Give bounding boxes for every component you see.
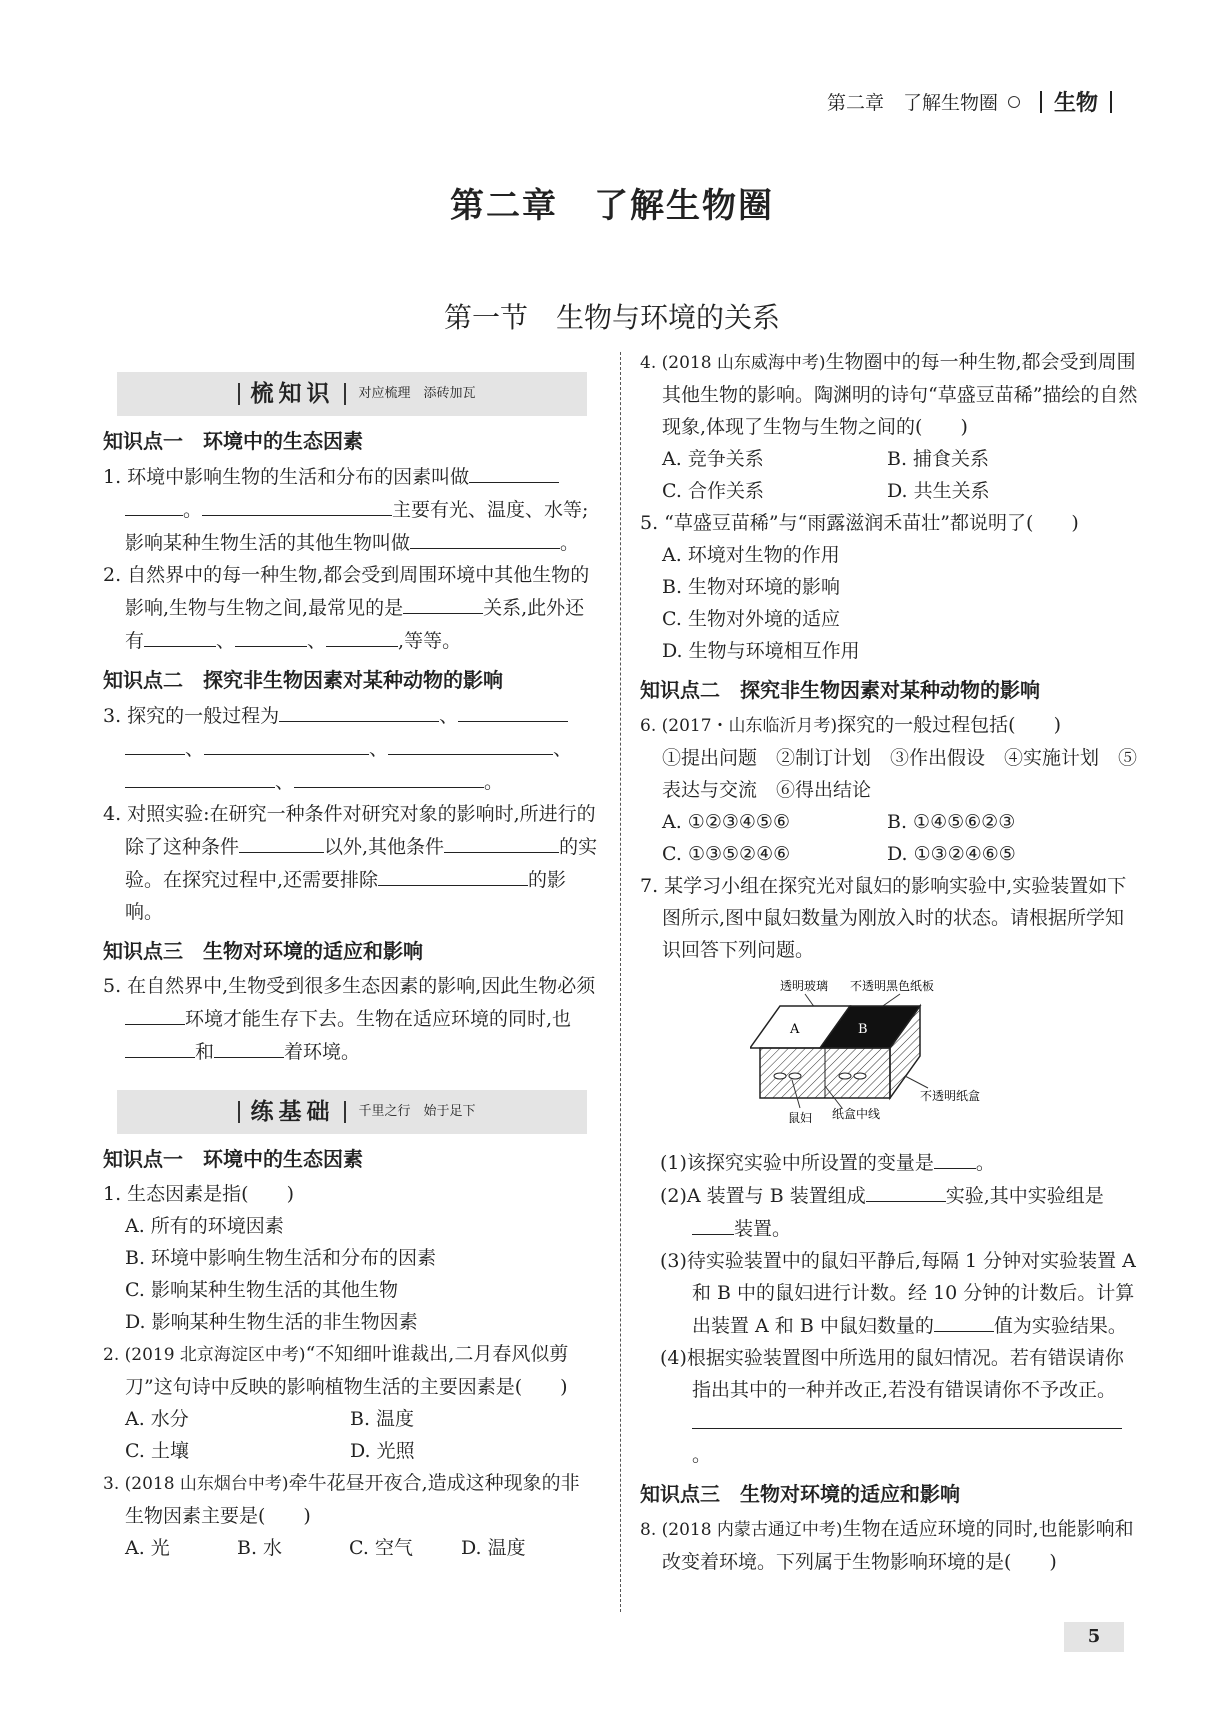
option[interactable]: B. 温度 xyxy=(350,1408,415,1430)
practice-question-2 xyxy=(103,1338,598,1403)
option[interactable]: A. 水分 xyxy=(125,1408,189,1430)
answer-blank[interactable] xyxy=(235,624,307,647)
question-4 xyxy=(103,798,598,928)
question-text: 。 xyxy=(183,499,203,521)
label-woodlouse: 鼠妇 xyxy=(788,1111,813,1125)
option[interactable]: D. 光照 xyxy=(350,1440,415,1462)
answer-blank[interactable] xyxy=(144,624,216,647)
label-box-midline: 纸盒中线 xyxy=(832,1107,881,1121)
question-text: 着环境。 xyxy=(284,1041,361,1063)
option[interactable]: D. ①③②④⑥⑤ xyxy=(887,843,1016,865)
option[interactable]: C. 土壤 xyxy=(125,1440,189,1462)
question-text: 和 xyxy=(195,1041,215,1063)
answer-blank[interactable] xyxy=(388,732,553,755)
band-knowledge xyxy=(117,372,587,416)
option[interactable]: C. 合作关系 xyxy=(662,480,764,502)
question-source: 2. (2019 北京海淀区中考) xyxy=(103,1345,306,1365)
option-row xyxy=(640,806,1140,838)
answer-blank[interactable] xyxy=(214,1035,284,1058)
sub-question-4 xyxy=(640,1342,1140,1471)
band-subtitle: 千里之行 始于足下 xyxy=(358,1104,476,1119)
question-text: ,等等。 xyxy=(398,630,462,652)
section-title: 第一节 生物与环境的关系 xyxy=(443,301,780,334)
question-text: (3)待实验装置中的鼠妇平静后,每隔 1 分钟对实验装置 A 和 B 中的鼠妇进行计数。经 10 分钟的计数后。计算出装置 A 和 B 中鼠妇数量的 xyxy=(660,1250,1136,1337)
option[interactable]: B. 生物对环境的影响 xyxy=(662,576,841,598)
answer-blank[interactable] xyxy=(934,1309,994,1332)
question-text: 实验,其中实验组是 xyxy=(945,1185,1104,1207)
question-text: 、 xyxy=(369,738,389,760)
option[interactable]: A. 光 xyxy=(125,1537,170,1559)
answer-blank[interactable] xyxy=(125,493,183,516)
band-bar xyxy=(238,383,240,405)
question-text: (1)该探究实验中所设置的变量是 xyxy=(660,1152,934,1174)
question-text: “不知细叶谁裁出,二月春风似剪刀”这句诗中反映的影响植物生活的主要因素是( ) xyxy=(125,1343,569,1398)
answer-blank[interactable] xyxy=(125,732,185,755)
answer-blank[interactable] xyxy=(125,1002,185,1025)
practice-question-6 xyxy=(640,709,1140,742)
option-row xyxy=(640,838,1140,870)
question-text: 、 xyxy=(216,630,236,652)
band-bar xyxy=(344,1101,346,1123)
answer-blank[interactable] xyxy=(279,699,439,722)
answer-blank[interactable] xyxy=(469,460,559,483)
question-source: 3. (2018 山东烟台中考) xyxy=(103,1474,289,1494)
option[interactable]: B. ①④⑤⑥②③ xyxy=(887,811,1016,833)
question-text: 装置。 xyxy=(734,1218,792,1240)
option[interactable]: A. ①②③④⑤⑥ xyxy=(662,811,790,833)
knowledge-point-heading: 知识点一 环境中的生态因素 xyxy=(103,1147,363,1171)
option[interactable]: A. 所有的环境因素 xyxy=(125,1215,284,1237)
page-number: 5 xyxy=(1064,1622,1124,1652)
question-text: 影响某种生物生活的其他生物叫做 xyxy=(125,532,411,554)
answer-blank[interactable] xyxy=(444,830,559,853)
question-text: 。 xyxy=(692,1444,712,1466)
question-5 xyxy=(103,970,598,1068)
answer-blank[interactable] xyxy=(239,830,324,853)
question-text: (2)A 装置与 B 装置组成 xyxy=(660,1185,866,1207)
right-column xyxy=(640,346,1140,1578)
answer-blank[interactable] xyxy=(692,1406,912,1429)
question-text: 、 xyxy=(439,705,459,727)
knowledge-point-heading: 知识点二 探究非生物因素对某种动物的影响 xyxy=(103,668,503,692)
label-a: A xyxy=(790,1022,800,1037)
answer-blank[interactable] xyxy=(912,1406,1122,1429)
divider-bar xyxy=(1040,91,1042,113)
column-divider xyxy=(620,352,621,1612)
answer-blank[interactable] xyxy=(326,624,398,647)
answer-blank[interactable] xyxy=(204,732,369,755)
experiment-figure xyxy=(750,976,990,1126)
sub-question-2 xyxy=(640,1179,1140,1245)
question-text: 5. 在自然界中,生物受到很多生态因素的影响,因此生物必须 xyxy=(103,975,596,997)
answer-blank[interactable] xyxy=(378,863,528,886)
band-title: 梳知识 xyxy=(250,381,335,407)
band-subtitle: 对应梳理 添砖加瓦 xyxy=(358,386,476,401)
option-row xyxy=(103,1403,598,1435)
woodlouse xyxy=(789,1073,801,1079)
option[interactable]: C. 生物对外境的适应 xyxy=(662,608,840,630)
question-text: 、 xyxy=(553,738,573,760)
option[interactable]: D. 生物与环境相互作用 xyxy=(662,640,860,662)
knowledge-point-heading: 知识点一 环境中的生态因素 xyxy=(103,429,363,453)
question-text: 。 xyxy=(560,532,580,554)
band-title: 练基础 xyxy=(250,1099,335,1125)
question-1 xyxy=(103,460,598,559)
question-text: (4)根据实验装置图中所选用的鼠妇情况。若有错误请你指出其中的一种并改正,若没有错误请你不予改正。 xyxy=(660,1347,1124,1401)
question-text: 生物圈中的每一种生物,都会受到周围其他生物的影响。陶渊明的诗句“草盛豆苗稀”描绘的自然现象,体现了生物与生物之间的( ) xyxy=(662,351,1138,438)
band-practice xyxy=(117,1090,587,1134)
sub-question-3 xyxy=(640,1245,1140,1342)
option[interactable]: C. 空气 xyxy=(349,1537,413,1559)
option[interactable]: D. 共生关系 xyxy=(887,480,990,502)
sub-question-1 xyxy=(640,1146,1140,1179)
question-text: 、 xyxy=(275,771,295,793)
question-3 xyxy=(103,699,598,798)
practice-question-1: 1. 生态因素是指( ) xyxy=(103,1183,294,1205)
option-row xyxy=(640,443,1140,475)
knowledge-point-heading: 知识点三 生物对环境的适应和影响 xyxy=(640,1482,960,1506)
question-2 xyxy=(103,559,598,657)
header-chapter: 第二章 了解生物圈 xyxy=(826,92,998,114)
question-text: 的实验。在探究过程中,还需要排除 xyxy=(125,836,598,891)
answer-blank[interactable] xyxy=(403,591,483,614)
practice-question-4 xyxy=(640,346,1140,443)
band-bar xyxy=(238,1101,240,1123)
practice-question-5: 5. “草盛豆苗稀”与“雨露滋润禾苗壮”都说明了( ) xyxy=(640,512,1079,534)
band-bar xyxy=(344,383,346,405)
option[interactable]: A. 环境对生物的作用 xyxy=(662,544,840,566)
question-text: 、 xyxy=(185,738,205,760)
question-text: 3. 探究的一般过程为 xyxy=(103,705,280,727)
woodlouse xyxy=(774,1073,786,1079)
question-source: 8. (2018 内蒙古通辽中考) xyxy=(640,1520,843,1540)
option[interactable]: B. 捕食关系 xyxy=(887,448,990,470)
practice-question-3 xyxy=(103,1467,598,1532)
woodlouse xyxy=(839,1073,851,1079)
woodlouse xyxy=(854,1073,866,1079)
chapter-title: 第二章 了解生物圈 xyxy=(450,186,774,226)
question-text: 。 xyxy=(975,1152,995,1174)
running-header xyxy=(827,86,1124,117)
answer-blank[interactable] xyxy=(202,493,392,516)
leader-line xyxy=(905,1076,928,1088)
question-text: 4. 对照实验:在研究一种条件对研究对象的影响时,所进行的除了这种条件 xyxy=(103,803,596,858)
answer-blank[interactable] xyxy=(125,1035,195,1058)
question-text: 以外,其他条件 xyxy=(324,836,445,858)
practice-question-8 xyxy=(640,1513,1140,1578)
knowledge-point-heading: 知识点二 探究非生物因素对某种动物的影响 xyxy=(640,678,1040,702)
left-column xyxy=(103,372,598,1564)
answer-blank[interactable] xyxy=(410,526,560,549)
answer-blank[interactable] xyxy=(125,765,275,788)
question-text: 1. 环境中影响生物的生活和分布的因素叫做 xyxy=(103,466,470,488)
step-list: ①提出问题 ②制订计划 ③作出假设 ④实施计划 ⑤表达与交流 ⑥得出结论 xyxy=(662,747,1138,801)
label-transparent-glass: 透明玻璃 xyxy=(780,979,829,993)
option[interactable]: A. 竞争关系 xyxy=(662,448,764,470)
circle-icon xyxy=(1008,96,1020,108)
knowledge-point-heading: 知识点三 生物对环境的适应和影响 xyxy=(103,939,423,963)
question-text: 的影响。 xyxy=(125,869,567,923)
option-row xyxy=(640,475,1140,507)
option[interactable]: B. 环境中影响生物生活和分布的因素 xyxy=(125,1247,437,1269)
option[interactable]: D. 温度 xyxy=(461,1537,526,1559)
question-text: 主要有光、温度、水等; xyxy=(392,499,589,521)
question-text: 生物在适应环境的同时,也能影响和改变着环境。下列属于生物影响环境的是( ) xyxy=(662,1518,1134,1573)
question-text: 环境才能生存下去。生物在适应环境的同时,也 xyxy=(185,1008,572,1030)
option-row xyxy=(103,1532,598,1564)
question-text: 关系,此外还有 xyxy=(125,597,585,652)
practice-question-7: 7. 某学习小组在探究光对鼠妇的影响实验中,实验装置如下图所示,图中鼠妇数量为刚放入时的状态。请根据所学知识回答下列问题。 xyxy=(640,875,1127,961)
option-row xyxy=(103,1435,598,1467)
question-text: 2. 自然界中的每一种生物,都会受到周围环境中其他生物的影响,生物与生物之间,最常见的是 xyxy=(103,564,590,619)
option[interactable]: C. 影响某种生物生活的其他生物 xyxy=(125,1279,398,1301)
question-text: 牵牛花昼开夜合,造成这种现象的非生物因素主要是( ) xyxy=(125,1472,580,1527)
option[interactable]: D. 影响某种生物生活的非生物因素 xyxy=(125,1311,418,1333)
question-text: 。 xyxy=(484,771,504,793)
divider-bar xyxy=(1110,91,1112,113)
label-b: B xyxy=(858,1022,868,1037)
option[interactable]: B. 水 xyxy=(237,1537,283,1559)
answer-blank[interactable] xyxy=(458,699,568,722)
answer-blank[interactable] xyxy=(294,765,484,788)
label-paper-box: 不透明纸盒 xyxy=(920,1089,981,1103)
answer-blank[interactable] xyxy=(866,1179,946,1202)
answer-blank[interactable] xyxy=(692,1212,734,1235)
question-text: 值为实验结果。 xyxy=(993,1315,1127,1337)
question-text: 、 xyxy=(307,630,327,652)
header-subject: 生物 xyxy=(1053,91,1098,116)
option[interactable]: C. ①③⑤②④⑥ xyxy=(662,843,791,865)
question-source: 6. (2017・山东临沂月考) xyxy=(640,716,838,736)
question-text: 探究的一般过程包括( ) xyxy=(837,714,1061,736)
answer-blank[interactable] xyxy=(934,1146,976,1169)
label-black-board: 不透明黑色纸板 xyxy=(850,979,935,993)
question-source: 4. (2018 山东威海中考) xyxy=(640,353,826,373)
